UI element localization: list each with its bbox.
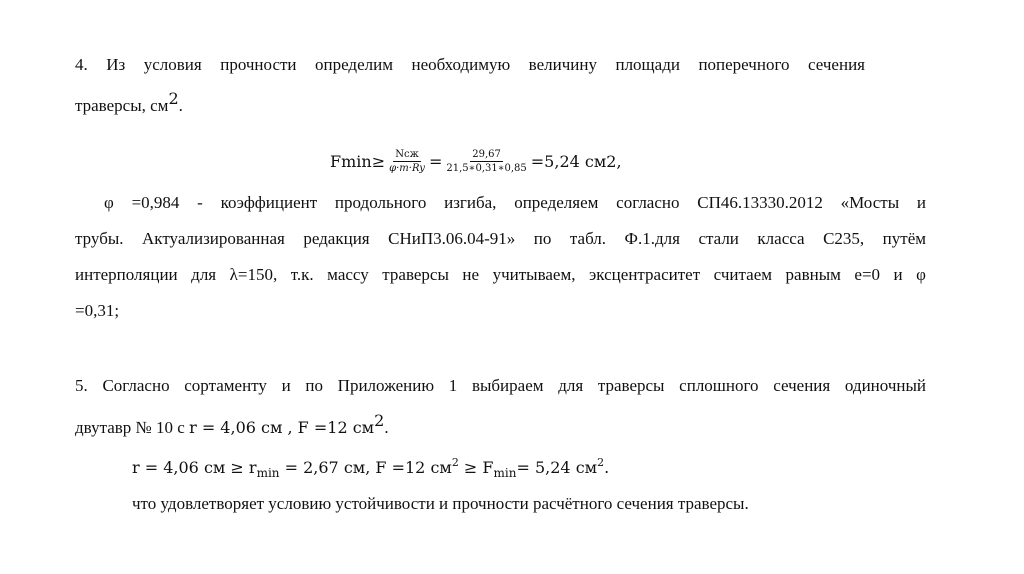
paragraph-4-line-2-end: . bbox=[178, 96, 183, 115]
paragraph-phi-text-2: трубы. Актуализированная редакция СНиП3.06.04-91» по табл. Ф.1.для стали класса С235, путём bbox=[75, 229, 926, 248]
unit-superscript: 2 bbox=[168, 89, 179, 108]
paragraph-phi-line-1 bbox=[104, 192, 926, 214]
paragraph-phi-line-2 bbox=[75, 228, 926, 250]
formula-fraction-symbolic bbox=[387, 148, 427, 175]
conclusion-line bbox=[132, 493, 749, 515]
paragraph-5-line-1 bbox=[75, 375, 926, 397]
conclusion-text: что удовлетворяет условию устойчивости и прочности расчётного сечения траверсы. bbox=[132, 494, 749, 513]
formula-geq: ≥ bbox=[371, 152, 386, 171]
condition-subscript-1: min bbox=[256, 466, 280, 480]
paragraph-4-text: 4. Из условия прочности определим необходимую величину площади поперечного сечения bbox=[75, 55, 865, 74]
paragraph-5-text-1: 5. Согласно сортаменту и по Приложению 1 выбираем для траверсы сплошного сечения одиночный bbox=[75, 376, 926, 395]
paragraph-5-superscript: 2 bbox=[374, 411, 385, 430]
formula-result-end: , bbox=[616, 152, 622, 171]
condition-superscript-2: 2 bbox=[597, 456, 605, 469]
paragraph-5-text-2b: r = 4,06 см , F =12 см bbox=[189, 418, 375, 437]
condition-part-5: . bbox=[604, 458, 610, 477]
paragraph-phi-line-3 bbox=[75, 264, 926, 286]
paragraph-5-line-2 bbox=[75, 410, 389, 439]
condition-part-3: ≥ F bbox=[458, 458, 494, 477]
paragraph-4-line-1 bbox=[75, 54, 865, 76]
condition-part-2: = 2,67 см, F =12 см bbox=[279, 458, 452, 477]
formula-fraction-numeric bbox=[444, 148, 528, 175]
paragraph-phi-line-4 bbox=[75, 300, 119, 322]
formula-result-superscript: 2 bbox=[606, 152, 617, 171]
paragraph-phi-text-3: интерполяции для λ=150, т.к. массу траверсы не учитываем, эксцентраситет считаем равным е=0 и φ bbox=[75, 265, 926, 284]
condition-formula bbox=[132, 452, 609, 484]
paragraph-phi-text-4: =0,31; bbox=[75, 301, 120, 320]
fraction-numerator-numeric: 29,67 bbox=[472, 149, 501, 160]
paragraph-phi-text-1: φ =0,984 - коэффициент продольного изгиба, определяем согласно СП46.13330.2012 «Мосты и bbox=[104, 193, 926, 212]
paragraph-4-line-2-text: траверсы, см bbox=[75, 96, 169, 115]
area-formula bbox=[330, 148, 622, 175]
formula-equals: = bbox=[428, 152, 443, 171]
fraction-denominator: φ·m·Ry bbox=[389, 163, 425, 174]
formula-lhs-subscript: min bbox=[341, 152, 372, 171]
paragraph-5-text-2a: двутавр № 10 с bbox=[75, 418, 190, 437]
paragraph-5-end: . bbox=[384, 418, 389, 437]
condition-superscript-1: 2 bbox=[451, 456, 459, 469]
condition-part-4: = 5,24 см bbox=[516, 458, 598, 477]
condition-part-1: r = 4,06 см ≥ r bbox=[132, 458, 257, 477]
condition-subscript-2: min bbox=[493, 466, 517, 480]
formula-lhs: F bbox=[330, 152, 342, 171]
formula-result: =5,24 см bbox=[530, 152, 607, 171]
paragraph-4-line-2 bbox=[75, 88, 183, 117]
fraction-denominator-numeric: 21,5∗0,31∗0,85 bbox=[446, 163, 527, 174]
fraction-numerator: Nсж bbox=[395, 149, 419, 160]
